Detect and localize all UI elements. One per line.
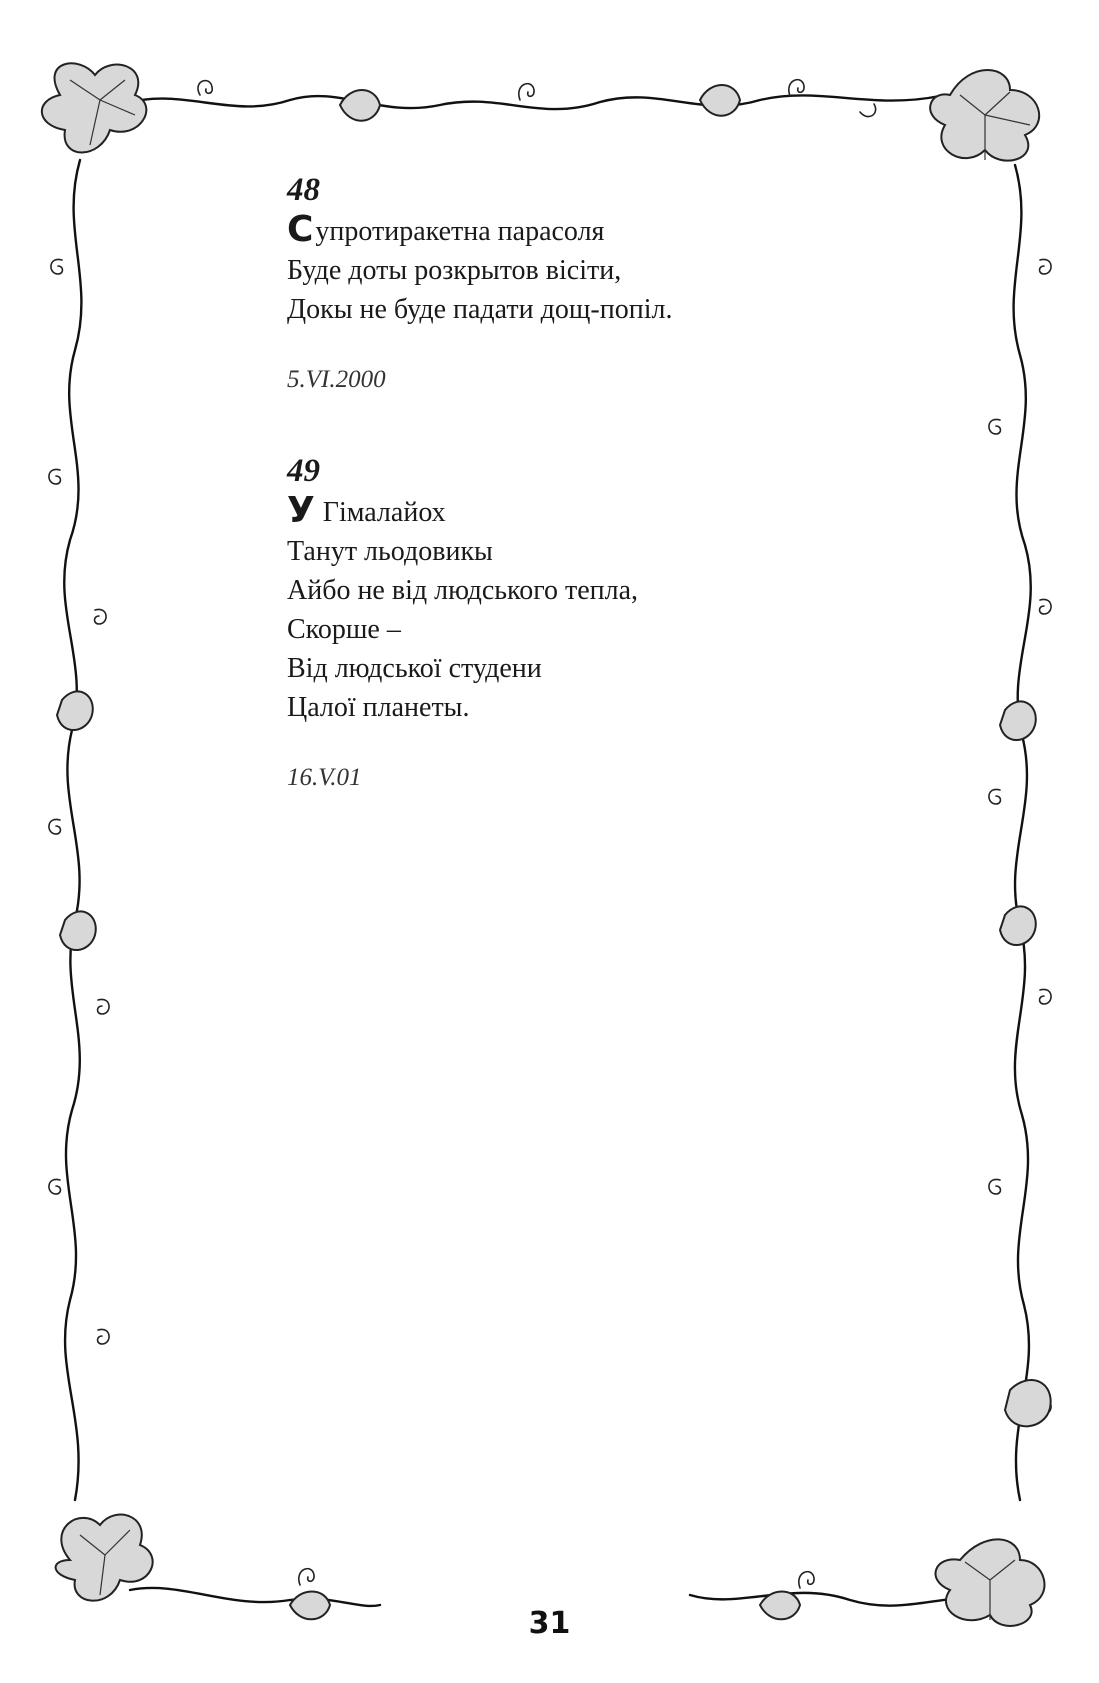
- poem-line: Від людської студени: [287, 653, 542, 684]
- poem-lines: [287, 210, 907, 329]
- first-line-text: упротиракетна парасоля: [315, 216, 605, 247]
- poem-line: Цалої планеты.: [287, 692, 470, 723]
- poem-date: 5.VI.2000: [287, 366, 386, 393]
- poem-first-line: [287, 491, 907, 532]
- poem-48: [287, 170, 907, 395]
- poem-first-line: [287, 210, 907, 251]
- poem-49: [287, 451, 907, 793]
- poem-line: Танут льодовикы: [287, 536, 493, 567]
- poem-line: Скорше –: [287, 614, 401, 645]
- poem-date: 16.V.01: [287, 764, 362, 791]
- poem-line: Айбо не від людського тепла,: [287, 575, 639, 606]
- first-line-text: Гімалайох: [322, 497, 446, 528]
- poem-line: Буде доты розкрытов вісіти,: [287, 255, 622, 286]
- drop-cap: С: [287, 209, 314, 250]
- drop-cap: У: [287, 490, 315, 531]
- poem-line: Докы не буде падати дощ-попіл.: [287, 294, 673, 325]
- poem-number: 48: [287, 172, 320, 208]
- poem-number: 49: [287, 453, 320, 489]
- page-content: [287, 170, 907, 793]
- page-number: 31: [528, 1606, 571, 1641]
- poem-lines: [287, 491, 907, 727]
